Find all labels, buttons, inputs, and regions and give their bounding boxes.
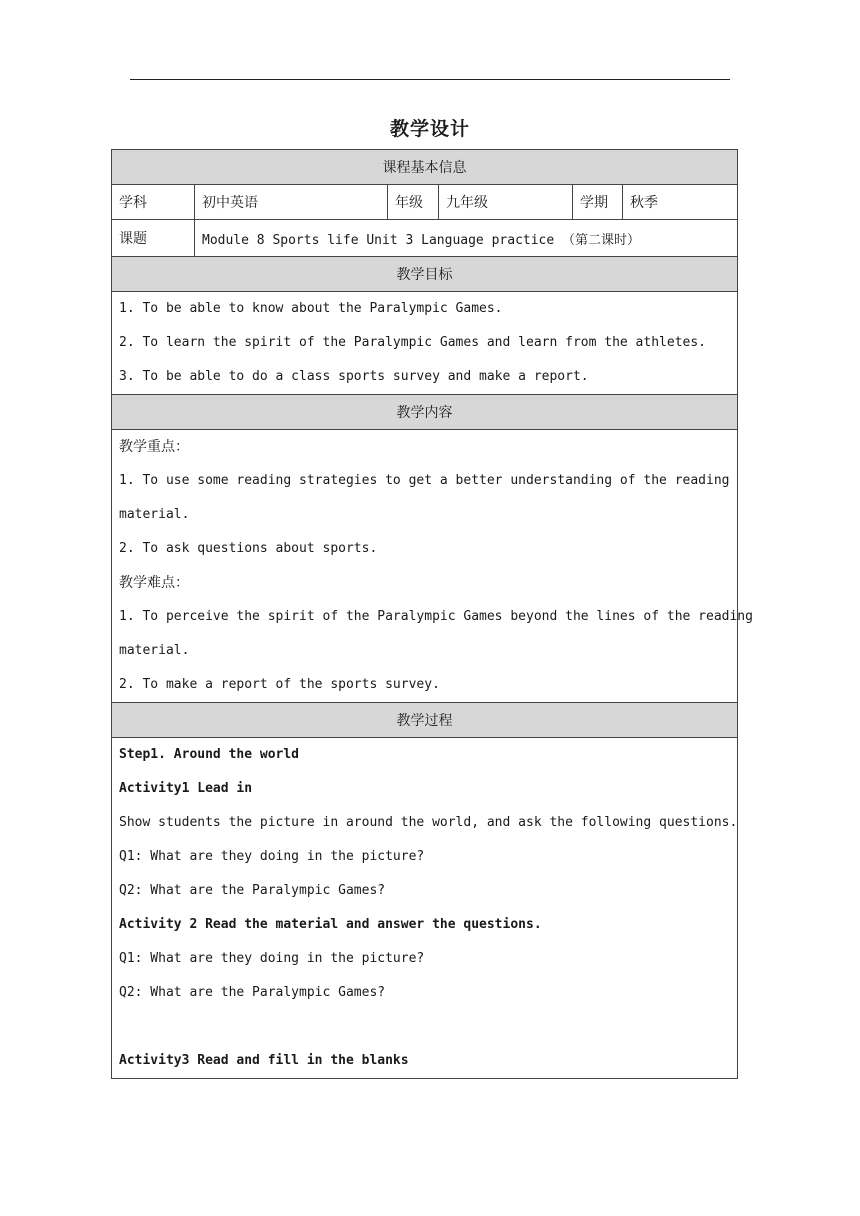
objectives-block [112, 292, 738, 395]
term-value: 秋季 [623, 185, 738, 220]
topic-row [112, 220, 738, 257]
activity-heading: Activity3 Read and fill in the blanks [119, 1053, 409, 1068]
blank-line [119, 1010, 730, 1044]
section-header-objectives [112, 257, 738, 292]
key-points-label: 教学重点： [119, 439, 189, 455]
difficult-points-label: 教学难点： [119, 575, 189, 591]
objective-item: 2. To learn the spirit of the Paralympic Games and learn from the athletes. [119, 335, 706, 350]
question-text: Q1: What are they doing in the picture? [119, 849, 425, 864]
section-header-basic [112, 150, 738, 185]
question-text: Q1: What are they doing in the picture? [119, 951, 425, 966]
difficult-point-text: material. [119, 643, 190, 658]
key-point-text: 2. To ask questions about sports. [119, 541, 378, 556]
activity-heading: Activity1 Lead in [119, 781, 253, 796]
subject-label: 学科 [112, 185, 195, 220]
section-header-process [112, 703, 738, 738]
grade-value: 九年级 [439, 185, 573, 220]
process-block [112, 738, 738, 1079]
question-text: Q2: What are the Paralympic Games? [119, 985, 386, 1000]
activity-heading: Activity 2 Read the material and answer the questions. [119, 917, 542, 932]
header-rule [130, 79, 730, 80]
objective-item: 1. To be able to know about the Paralympic Games. [119, 301, 503, 316]
grade-label: 年级 [388, 185, 439, 220]
section-title: 教学内容 [112, 395, 738, 430]
section-header-content [112, 395, 738, 430]
key-point-text: 1. To use some reading strategies to get a better understanding of the reading [119, 473, 730, 488]
activity-description: Show students the picture in around the world, and ask the following questions. [119, 815, 738, 830]
key-point-text: material. [119, 507, 190, 522]
difficult-point-text: 2. To make a report of the sports survey. [119, 677, 440, 692]
content-block [112, 430, 738, 703]
lesson-plan-table [111, 149, 753, 1079]
objective-item: 3. To be able to do a class sports survey and make a report. [119, 369, 589, 384]
term-label: 学期 [573, 185, 623, 220]
step-heading: Step1. Around the world [119, 747, 300, 762]
section-title: 教学目标 [112, 257, 738, 292]
subject-value: 初中英语 [195, 185, 388, 220]
document-title: 教学设计 [389, 118, 470, 140]
section-title: 教学过程 [112, 703, 738, 738]
question-text: Q2: What are the Paralympic Games? [119, 883, 386, 898]
section-title: 课程基本信息 [112, 150, 738, 185]
info-row [112, 185, 738, 220]
topic-value: Module 8 Sports life Unit 3 Language practice （第二课时） [195, 220, 738, 257]
topic-label: 课题 [112, 220, 195, 257]
difficult-point-text: 1. To perceive the spirit of the Paralympic Games beyond the lines of the reading [119, 609, 753, 624]
